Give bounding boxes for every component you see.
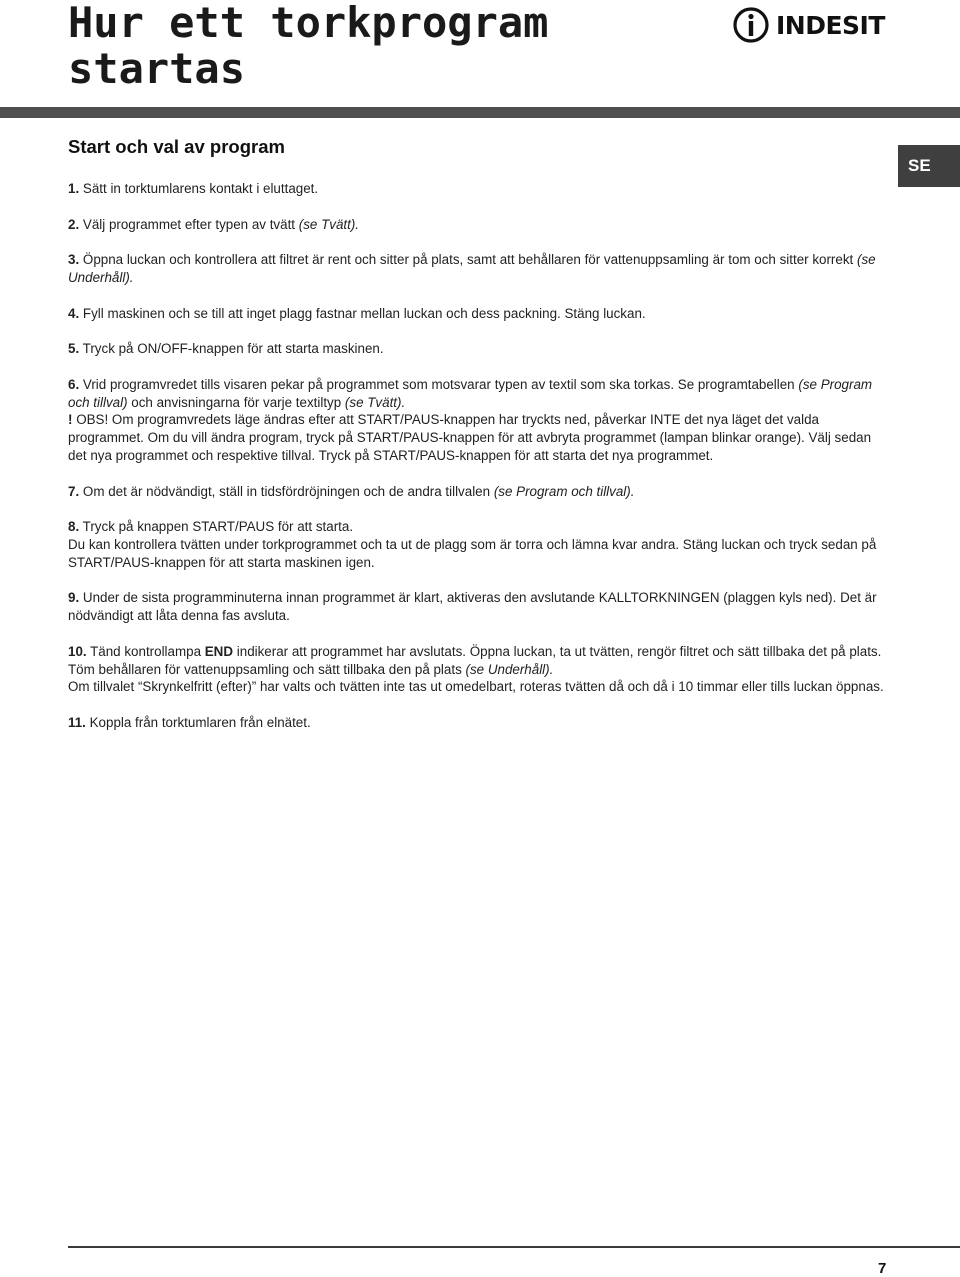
step-7 — [68, 483, 886, 501]
step-text: Tänd kontrollampa — [90, 643, 202, 659]
step-text: Under de sista programminuterna innan programmet är klart, aktiveras den avslutande KALLTORKNINGEN (plaggen kyls ned). Det är nödvändigt att låta denna fas avsluta. — [68, 590, 877, 624]
step-reference: (se Tvätt). — [344, 394, 406, 410]
step-number: 11. — [68, 714, 86, 730]
step-number: 4. — [68, 305, 80, 321]
step-number: 2. — [68, 216, 80, 232]
language-tab: SE — [898, 145, 960, 187]
step-8-detail — [68, 536, 886, 572]
step-4 — [68, 305, 886, 323]
footer-rule — [68, 1246, 960, 1248]
step-reference: (se Program och tillval) — [68, 376, 873, 410]
header-rule — [0, 107, 960, 118]
end-indicator-label: END — [204, 643, 234, 659]
indesit-logo-icon — [732, 6, 770, 44]
step-9 — [68, 589, 886, 625]
step-6-note — [68, 411, 886, 464]
warning-mark: ! — [68, 412, 73, 428]
step-number: 3. — [68, 252, 80, 268]
step-number: 10. — [68, 643, 87, 659]
step-8 — [68, 518, 886, 536]
step-reference: (se Tvätt). — [298, 216, 360, 232]
step-text: Tryck på knappen START/PAUS för att starta. — [82, 519, 354, 535]
step-1 — [68, 180, 886, 198]
step-text: Välj programmet efter typen av tvätt — [82, 216, 296, 232]
step-reference: (se Underhåll). — [465, 661, 554, 677]
step-number: 6. — [68, 376, 80, 392]
step-text: Tryck på ON/OFF-knappen för att starta maskinen. — [82, 341, 384, 357]
step-text: Fyll maskinen och se till att inget plagg fastnar mellan luckan och dess packning. Stäng luckan. — [82, 305, 646, 321]
page-number: 7 — [878, 1260, 887, 1277]
step-reference: (se Program och tillval). — [493, 483, 635, 499]
step-10-detail — [68, 678, 886, 696]
instructions — [68, 180, 886, 750]
step-10 — [68, 643, 886, 679]
step-reference: (se Underhåll). — [68, 252, 876, 285]
step-number: 7. — [68, 483, 80, 499]
page-title: Hur ett torkprogram startas — [68, 0, 549, 93]
step-text-continued: och anvisningarna för varje textiltyp — [131, 394, 342, 410]
step-text-continued: Du kan kontrollera tvätten under torkprogrammet och ta ut de plagg som är torra och lämna kvar andra. Stäng luckan och tryck sedan på START/PAUS-knappen för att starta maskinen igen. — [68, 536, 877, 570]
step-text: Sätt in torktumlarens kontakt i eluttaget. — [82, 181, 319, 196]
note-text: OBS! Om programvredets läge ändras efter att START/PAUS-knappen har tryckts ned, påverkar INTE det nya läget det valda programmet. Om du vill ändra program, tryck på START/PAUS-knappen för att avbryta programmet (lampan blinkar orange). Välj sedan det nya programmet och respektive tillval. Tryck på START/PAUS-knappen för att starta det nya programmet. — [68, 412, 872, 463]
step-2 — [68, 216, 886, 234]
brand-name: INDESIT — [776, 10, 885, 40]
step-text: Vrid programvredet tills visaren pekar på programmet som motsvarar typen av textil som ska torkas. Se programtabellen — [82, 376, 795, 392]
step-6 — [68, 376, 886, 412]
step-3 — [68, 251, 886, 287]
step-text: Öppna luckan och kontrollera att filtret är rent och sitter på plats, samt att behållaren för vattenuppsamling är tom och sitter korrekt — [82, 252, 854, 268]
step-number: 9. — [68, 590, 80, 606]
step-text-continued: indikerar att programmet har avslutats. Öppna luckan, ta ut tvätten, rengör filtret och sätt tillbaka det på plats. Töm behållaren för vattenuppsamling och sätt tillbaka den på plats — [68, 643, 882, 677]
step-number: 8. — [68, 519, 80, 535]
step-text: Koppla från torktumlaren från elnätet. — [89, 714, 311, 730]
step-text-continued: Om tillvalet “Skrynkelfritt (efter)” har valts och tvätten inte tas ut omedelbart, roteras tvätten då och då i 10 timmar eller tills luckan öppnas. — [68, 679, 884, 695]
step-11 — [68, 714, 886, 732]
section-heading: Start och val av program — [68, 136, 285, 157]
step-5 — [68, 340, 886, 358]
indesit-logo — [732, 4, 902, 46]
step-number: 5. — [68, 341, 80, 357]
step-number: 1. — [68, 181, 80, 196]
step-text: Om det är nödvändigt, ställ in tidsfördröjningen och de andra tillvalen — [82, 483, 491, 499]
